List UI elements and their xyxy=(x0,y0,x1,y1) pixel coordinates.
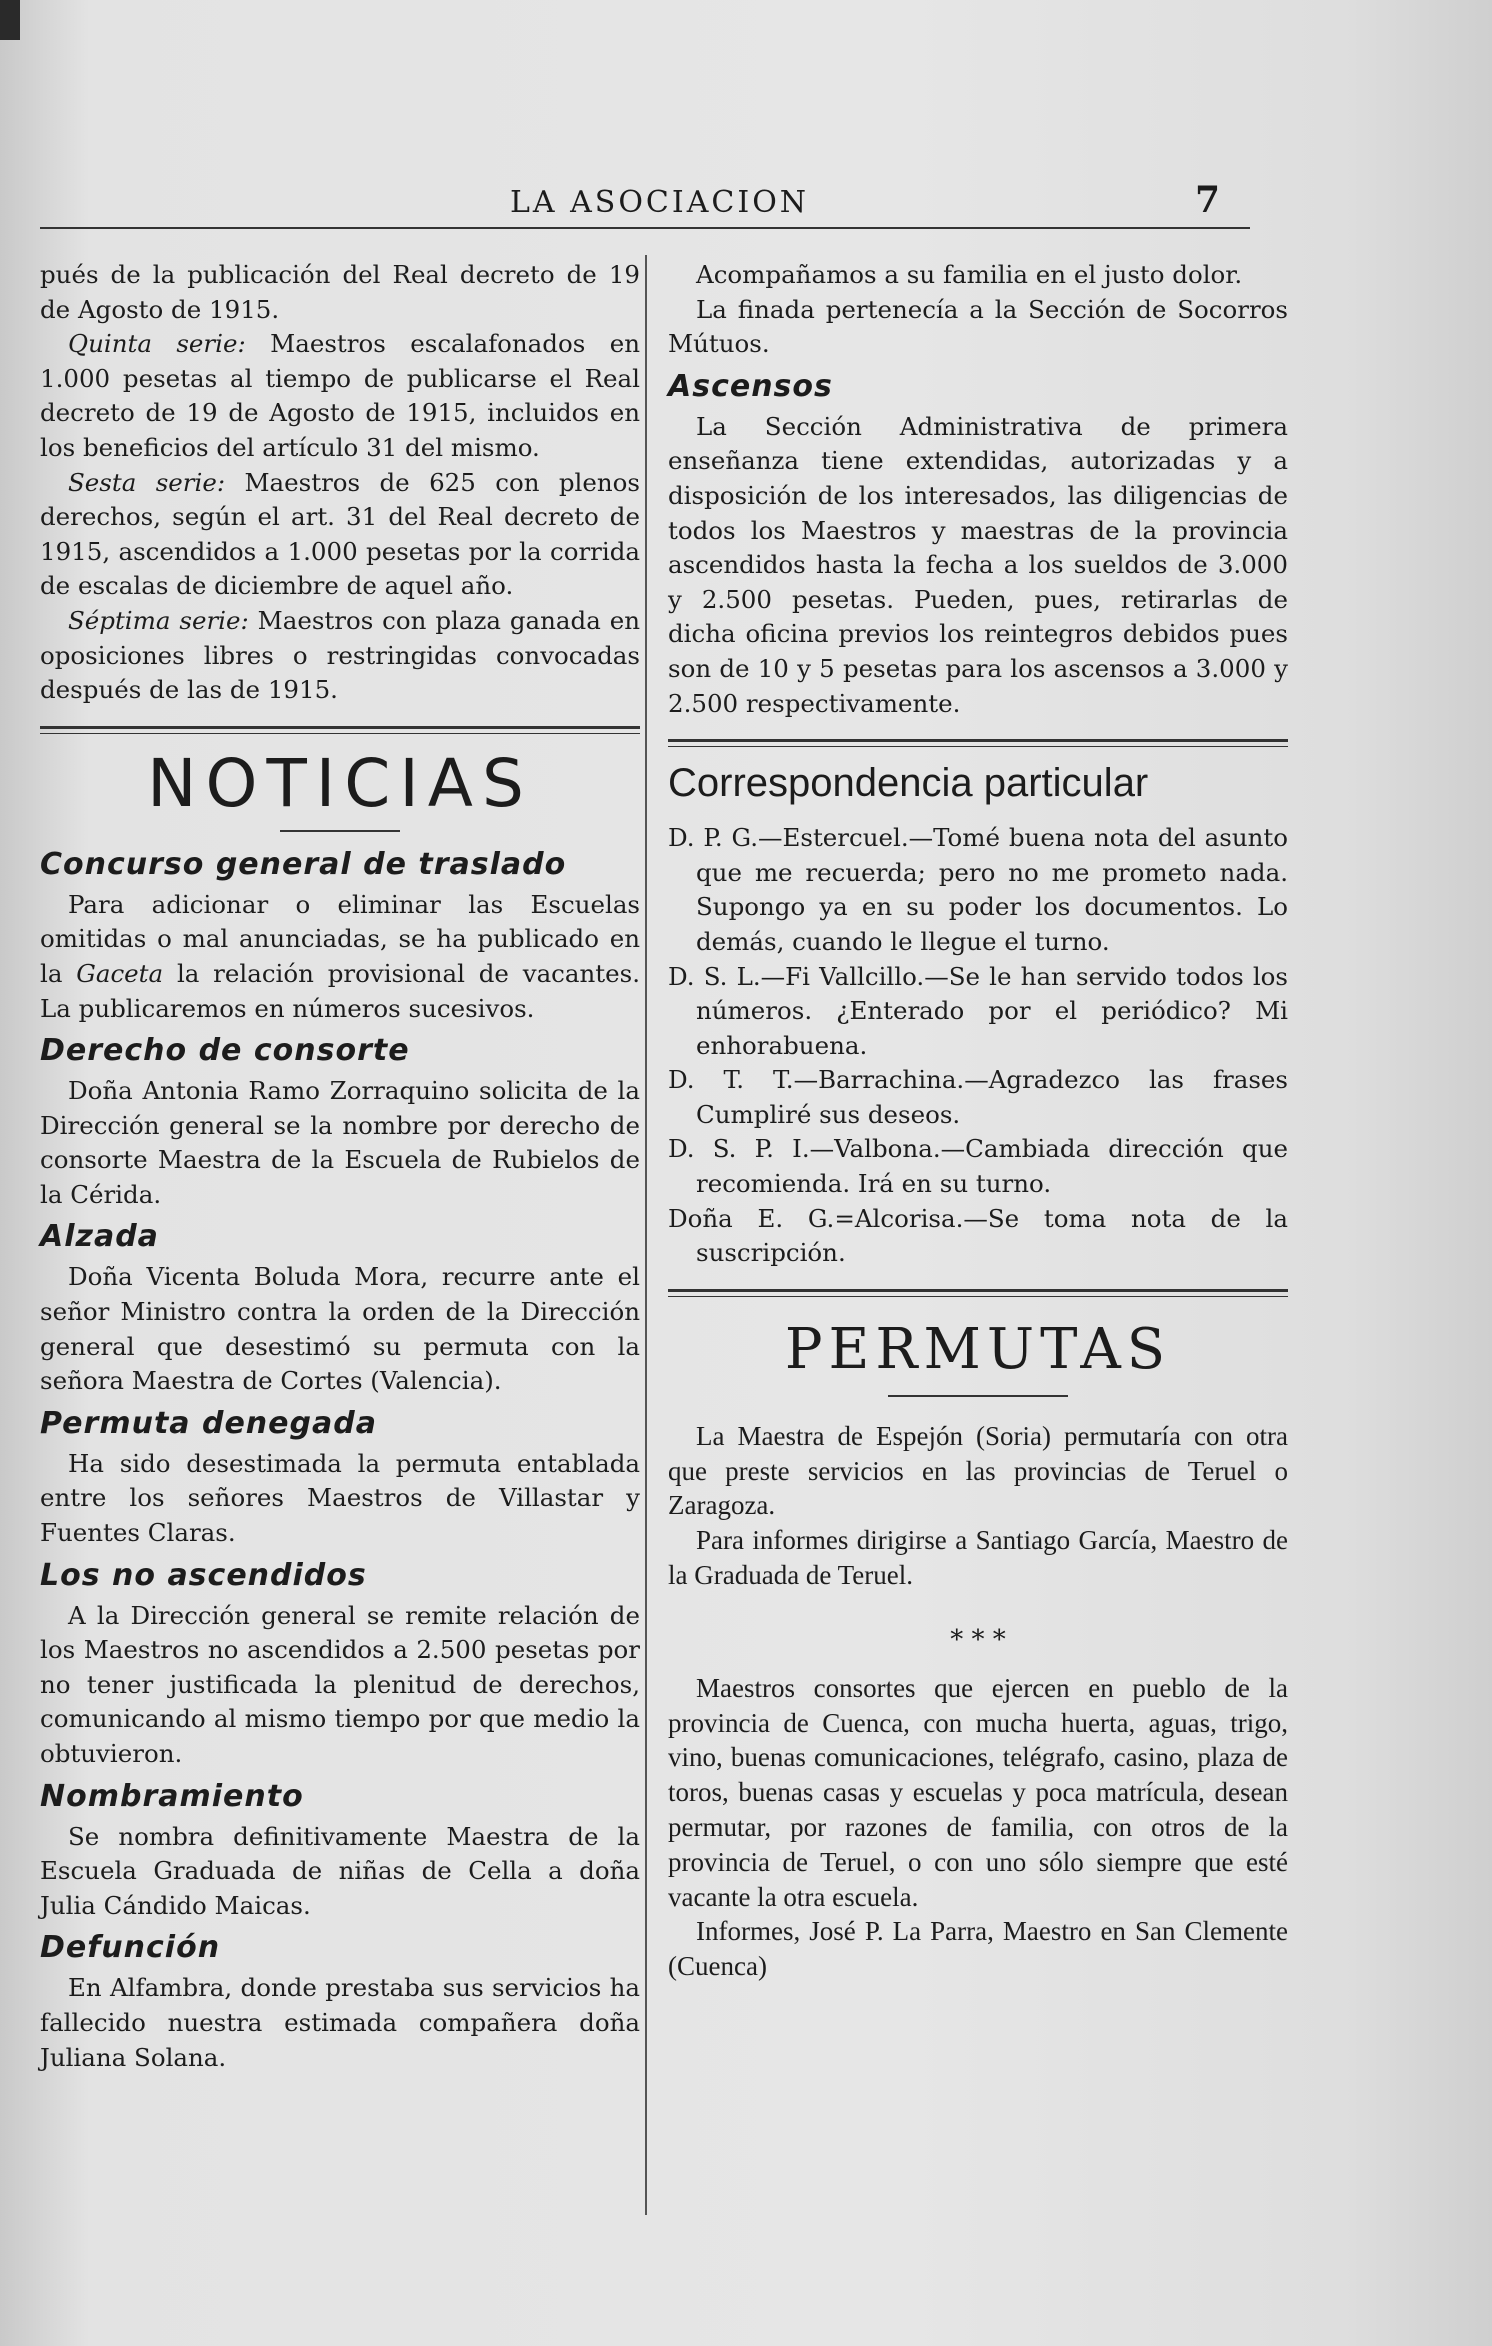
section-divider xyxy=(668,1289,1288,1297)
condolence-text: Acompañamos a su familia en el justo dolor. xyxy=(696,260,1243,289)
condolence-text: La finada pertenecía a la Sección de Socorros Mútuos. xyxy=(668,294,1288,359)
series-text: Maestros con plaza ganada en oposiciones libres o restringidas convocadas después de las de 1915. xyxy=(40,605,640,705)
news-heading: Los no ascendidos xyxy=(40,1557,367,1593)
news-heading: Derecho de consorte xyxy=(40,1033,410,1069)
correspondence-entry: D. P. G.—Estercuel.—Tomé buena nota del asunto que me recuerda; pero no me prometo nada. Supongo ya en su poder los documentos. Lo demás, cuando le llegue el turno. xyxy=(668,823,1288,956)
news-heading: Defunción xyxy=(40,1930,221,1966)
section-divider xyxy=(668,739,1288,747)
series-label: Sesta serie: xyxy=(68,467,226,497)
series-label: Séptima serie: xyxy=(68,605,249,635)
news-text-part: la relación provisional de vacantes. La publicaremos en números sucesivos. xyxy=(40,958,640,1023)
page-number: 7 xyxy=(1194,179,1220,221)
correspondence-entry: D. T. T.—Barrachina.—Agradezco las frases Cumpliré sus deseos. xyxy=(668,1065,1288,1129)
noticias-title: NOTICIAS xyxy=(147,744,533,822)
series-text: Maestros de 625 con plenos derechos, según el art. 31 del Real decreto de 1915, ascendidos a 1.000 pesetas por la corrida de escalas de diciembre de aquel año. xyxy=(40,467,640,601)
asterism: * * * xyxy=(950,1624,1006,1655)
news-text: En Alfambra, donde prestaba sus servicios ha fallecido nuestra estimada compañera doña Juliana Solana. xyxy=(40,1973,640,2072)
left-column xyxy=(40,258,640,2075)
correspondencia-title: Correspondencia particular xyxy=(668,761,1149,806)
news-heading: Permuta denegada xyxy=(40,1405,377,1441)
permutas-title: PERMUTAS xyxy=(784,1316,1172,1382)
news-text-part: Para adicionar o eliminar las Escuelas omitidas o mal anunciadas, se ha publicado en la xyxy=(40,889,640,988)
right-column xyxy=(668,258,1288,1984)
section-divider xyxy=(40,726,640,734)
correspondence-entry: Doña E. G.=Alcorisa.—Se toma nota de la suscripción. xyxy=(668,1203,1288,1268)
permuta-text: La Maestra de Espejón (Soria) permutaría con otra que preste servicios en las provincias de Teruel o Zaragoza. xyxy=(668,1420,1288,1521)
gazette-name: Gaceta xyxy=(76,958,164,988)
news-heading: Ascensos xyxy=(668,368,833,404)
series-text: Maestros escalafonados en 1.000 pesetas al tiempo de publicarse el Real decreto de 19 de Agosto de 1915, incluidos en los beneficios del artículo 31 del mismo. xyxy=(40,329,640,462)
news-text: A la Dirección general se remite relación de los Maestros no ascendidos a 2.500 pesetas por no tener justificada la plenitud de derechos, comunicando al mismo tiempo por que medio la obtuvieron. xyxy=(40,1600,640,1768)
title-rule xyxy=(888,1395,1068,1397)
column-divider xyxy=(645,255,647,2215)
permuta-text: Informes, José P. La Parra, Maestro en San Clemente (Cuenca) xyxy=(668,1916,1288,1982)
series-label: Quinta serie: xyxy=(68,329,246,359)
page-header xyxy=(40,179,1250,229)
series-paragraph xyxy=(40,466,640,604)
news-heading: Nombramiento xyxy=(40,1778,304,1814)
correspondence-entry: D. S. P. I.—Valbona.—Cambiada dirección que recomienda. Irá en su turno. xyxy=(668,1134,1288,1199)
masthead-title: LA ASOCIACION xyxy=(510,185,810,220)
series-paragraph xyxy=(40,604,640,708)
news-text: Doña Vicenta Boluda Mora, recurre ante el señor Ministro contra la orden de la Dirección general que desestimó su permuta con la señora Maestra de Cortes (Valencia). xyxy=(40,1262,640,1396)
news-heading: Alzada xyxy=(40,1219,159,1255)
permuta-text: Para informes dirigirse a Santiago García, Maestro de la Graduada de Teruel. xyxy=(668,1525,1288,1591)
title-rule xyxy=(280,830,400,832)
scan-edge xyxy=(0,0,20,40)
news-text xyxy=(40,888,640,1026)
news-text: Doña Antonia Ramo Zorraquino solicita de la Dirección general se la nombre por derecho de consorte Maestra de la Escuela de Rubielos de la Cérida. xyxy=(40,1076,640,1209)
news-heading: Concurso general de traslado xyxy=(40,846,567,882)
permuta-text: Maestros consortes que ejercen en pueblo de la provincia de Cuenca, con mucha huerta, aguas, trigo, vino, buenas comunicaciones, telégrafo, casino, plaza de toros, buenas casas y escuelas y poca matrícula, desean permutar, por razones de familia, con otros de la provincia de Teruel, o con uno sólo siempre que esté vacante la otra escuela. xyxy=(668,1672,1288,1912)
series-paragraph xyxy=(40,327,640,465)
news-text: Ha sido desestimada la permuta entablada entre los señores Maestros de Villastar y Fuentes Claras. xyxy=(40,1448,640,1548)
correspondence-entry: D. S. L.—Fi Vallcillo.—Se le han servido todos los números. ¿Enterado por el periódico? Mi enhorabuena. xyxy=(668,961,1288,1060)
intro-text: pués de la publicación del Real decreto de 19 de Agosto de 1915. xyxy=(40,260,640,324)
news-text: Se nombra definitivamente Maestra de la Escuela Graduada de niñas de Cella a doña Julia Cándido Maicas. xyxy=(40,1821,640,1920)
ascensos-text: La Sección Administrativa de primera enseñanza tiene extendidas, autorizadas y a disposición de los interesados, las diligencias de todos los Maestros y maestras de la provincia ascendidos hasta la fecha a los sueldos de 3.000 y 2.500 pesetas. Pueden, pues, retirarlas de dicha oficina previos los reintegros debidos pues son de 10 y 5 pesetas para los ascensos a 3.000 y 2.500 respectivamente. xyxy=(668,411,1288,718)
